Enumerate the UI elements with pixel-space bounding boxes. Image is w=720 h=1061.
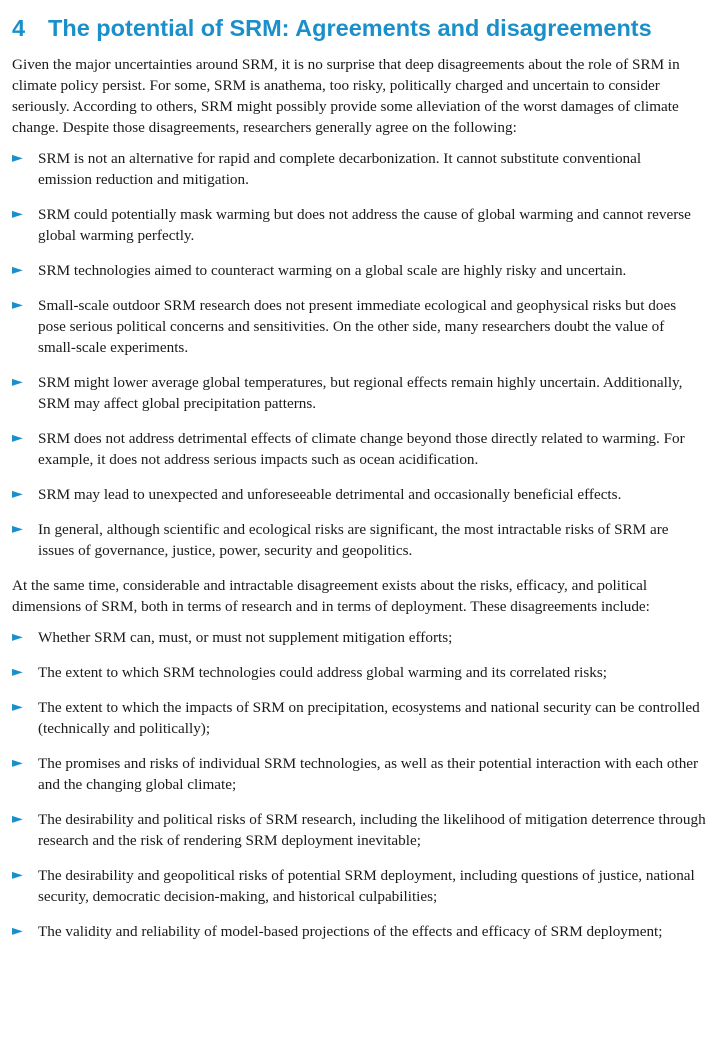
- agreement-text: SRM may lead to unexpected and unforeseeable detrimental and occasionally beneficial effects.: [38, 486, 622, 503]
- list-item: [12, 295, 716, 358]
- list-item: [12, 484, 716, 505]
- triangle-bullet-icon: ►: [12, 521, 23, 537]
- list-item: [12, 627, 716, 648]
- disagreement-text: The extent to which SRM technologies could address global warming and its correlated risks;: [38, 664, 607, 681]
- document-page: [12, 12, 716, 956]
- triangle-bullet-icon: ►: [12, 755, 23, 771]
- agreement-text: SRM could potentially mask warming but does not address the cause of global warming and cannot reverse global warming perfectly.: [38, 206, 691, 244]
- agreements-list: [12, 148, 716, 561]
- section-heading: [12, 12, 716, 44]
- disagreement-text: The desirability and political risks of SRM research, including the likelihood of mitigation deterrence through research and the risk of rendering SRM deployment inevitable;: [38, 811, 706, 849]
- triangle-bullet-icon: ►: [12, 486, 23, 502]
- disagreement-text: The validity and reliability of model-based projections of the effects and efficacy of SRM deployment;: [38, 923, 663, 940]
- triangle-bullet-icon: ►: [12, 206, 23, 222]
- disagreement-text: The extent to which the impacts of SRM on precipitation, ecosystems and national security can be controlled (technically and politically);: [38, 699, 700, 737]
- list-item: [12, 260, 716, 281]
- agreement-text: Small-scale outdoor SRM research does not present immediate ecological and geophysical risks but does pose serious political concerns and sensitivities. On the other side, many researchers doubt the value of small-scale experiments.: [38, 297, 677, 356]
- triangle-bullet-icon: ►: [12, 297, 23, 313]
- list-item: [12, 204, 716, 246]
- list-item: [12, 809, 716, 851]
- triangle-bullet-icon: ►: [12, 699, 23, 715]
- section-number: 4: [12, 15, 26, 41]
- triangle-bullet-icon: ►: [12, 629, 23, 645]
- triangle-bullet-icon: ►: [12, 430, 23, 446]
- list-item: [12, 428, 716, 470]
- agreement-text: SRM technologies aimed to counteract warming on a global scale are highly risky and uncertain.: [38, 262, 627, 279]
- list-item: [12, 697, 716, 739]
- agreement-text: SRM is not an alternative for rapid and complete decarbonization. It cannot substitute conventional emission reduction and mitigation.: [38, 150, 642, 188]
- disagreements-list: [12, 627, 716, 942]
- triangle-bullet-icon: ►: [12, 664, 23, 680]
- triangle-bullet-icon: ►: [12, 374, 23, 390]
- list-item: [12, 372, 716, 414]
- triangle-bullet-icon: ►: [12, 923, 23, 939]
- triangle-bullet-icon: ►: [12, 811, 23, 827]
- agreement-text: In general, although scientific and ecological risks are significant, the most intractable risks of SRM are issues of governance, justice, power, security and geopolitics.: [38, 521, 669, 559]
- triangle-bullet-icon: ►: [12, 150, 23, 166]
- section-title: The potential of SRM: Agreements and disagreements: [48, 15, 652, 41]
- agreement-text: SRM does not address detrimental effects of climate change beyond those directly related to warming. For example, it does not address serious impacts such as ocean acidification.: [38, 430, 685, 468]
- list-item: [12, 921, 716, 942]
- intro-paragraph: Given the major uncertainties around SRM, it is no surprise that deep disagreements about the role of SRM in climate policy persist. For some, SRM is anathema, too risky, politically charged and uncertain to consider seriously. According to others, SRM might possibly provide some alleviation of the worst damages of climate change. Despite those disagreements, researchers generally agree on the following:: [12, 56, 680, 136]
- list-item: [12, 865, 716, 907]
- transition-paragraph: At the same time, considerable and intractable disagreement exists about the risks, efficacy, and political dimensions of SRM, both in terms of research and in terms of deployment. These disagreements include:: [12, 577, 650, 615]
- disagreement-text: The promises and risks of individual SRM technologies, as well as their potential interaction with each other and the changing global climate;: [38, 755, 699, 793]
- triangle-bullet-icon: ►: [12, 867, 23, 883]
- disagreement-text: Whether SRM can, must, or must not supplement mitigation efforts;: [38, 629, 453, 646]
- triangle-bullet-icon: ►: [12, 262, 23, 278]
- list-item: [12, 148, 716, 190]
- list-item: [12, 519, 716, 561]
- disagreement-text: The desirability and geopolitical risks of potential SRM deployment, including questions of justice, national security, democratic decision-making, and historical culpabilities;: [38, 867, 695, 905]
- list-item: [12, 662, 716, 683]
- list-item: [12, 753, 716, 795]
- agreement-text: SRM might lower average global temperatures, but regional effects remain highly uncertain. Additionally, SRM may affect global precipitation patterns.: [38, 374, 683, 412]
